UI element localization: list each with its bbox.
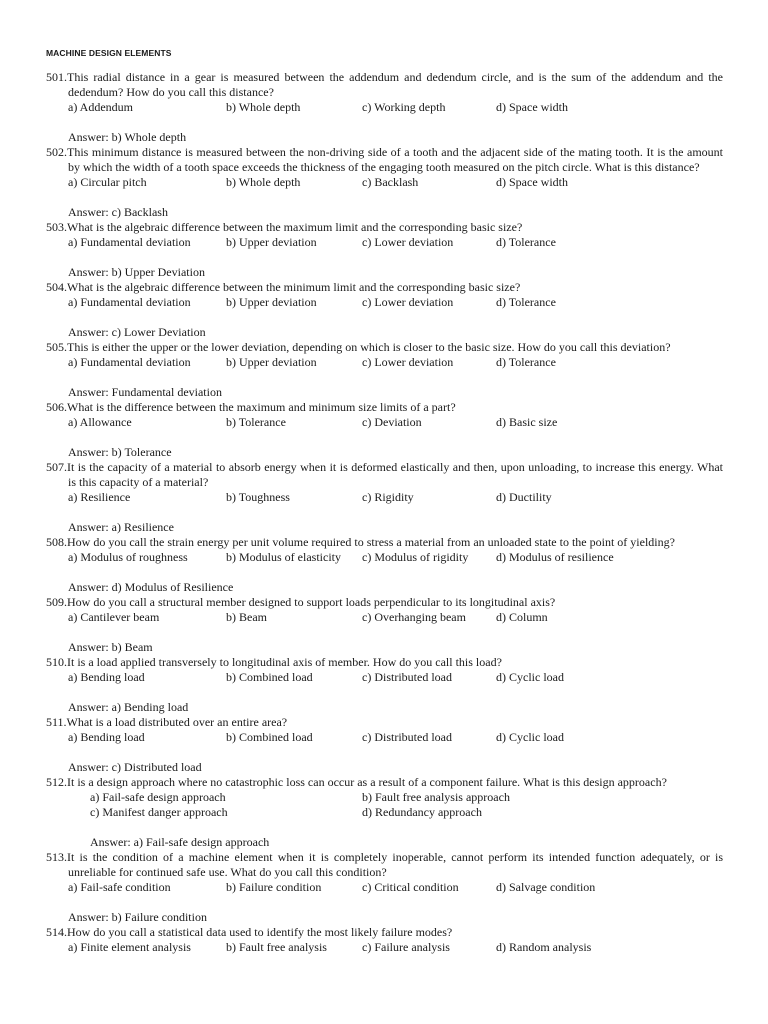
option-b: b) Toughness bbox=[226, 490, 290, 504]
options-row bbox=[46, 100, 723, 115]
option-c: c) Lower deviation bbox=[362, 295, 454, 309]
question-stem: 508.How do you call the strain energy per unit volume required to stress a material from an unloaded state to the point of yielding? bbox=[46, 535, 675, 549]
option-a: a) Modulus of roughness bbox=[68, 550, 188, 564]
question-stem: 501.This radial distance in a gear is measured between the addendum and dedendum circle, and is the sum of the addendum and the dedendum? How do you call this distance? bbox=[46, 70, 723, 99]
options-row bbox=[46, 490, 723, 505]
options-row bbox=[46, 550, 723, 565]
option-b: b) Upper deviation bbox=[226, 295, 317, 309]
question-stem: 514.How do you call a statistical data used to identify the most likely failure modes? bbox=[46, 925, 453, 939]
options-grid bbox=[46, 790, 723, 820]
option-c: c) Working depth bbox=[362, 100, 446, 114]
answer-503: Answer: b) Upper Deviation bbox=[68, 265, 205, 279]
option-d: d) Redundancy approach bbox=[362, 805, 482, 819]
question-stem: 505.This is either the upper or the lower deviation, depending on which is closer to the basic size. How do you call this deviation? bbox=[46, 340, 671, 354]
option-d: d) Modulus of resilience bbox=[496, 550, 614, 564]
option-b: b) Whole depth bbox=[226, 100, 301, 114]
options-row bbox=[46, 235, 723, 250]
question-511 bbox=[46, 715, 723, 745]
option-d: d) Salvage condition bbox=[496, 880, 596, 894]
option-c: c) Distributed load bbox=[362, 730, 452, 744]
answer-507: Answer: a) Resilience bbox=[68, 520, 174, 534]
question-514 bbox=[46, 925, 723, 955]
option-d: d) Cyclic load bbox=[496, 730, 564, 744]
question-502 bbox=[46, 145, 723, 190]
option-a: a) Fundamental deviation bbox=[68, 355, 191, 369]
answer-511: Answer: c) Distributed load bbox=[68, 760, 202, 774]
option-d: d) Cyclic load bbox=[496, 670, 564, 684]
answer-508: Answer: d) Modulus of Resilience bbox=[68, 580, 234, 594]
question-list bbox=[46, 70, 723, 970]
options-row bbox=[46, 880, 723, 895]
question-512 bbox=[46, 775, 723, 820]
option-a: a) Fail-safe condition bbox=[68, 880, 171, 894]
question-stem: 509.How do you call a structural member designed to support loads perpendicular to its longitudinal axis? bbox=[46, 595, 556, 609]
answer-502: Answer: c) Backlash bbox=[68, 205, 168, 219]
option-b: b) Beam bbox=[226, 610, 267, 624]
answer-501: Answer: b) Whole depth bbox=[68, 130, 187, 144]
option-b: b) Fault free analysis bbox=[226, 940, 327, 954]
option-d: d) Ductility bbox=[496, 490, 552, 504]
option-d: d) Tolerance bbox=[496, 295, 556, 309]
options-row bbox=[46, 610, 723, 625]
option-c: c) Deviation bbox=[362, 415, 422, 429]
options-row bbox=[46, 670, 723, 685]
question-stem: 512.It is a design approach where no catastrophic loss can occur as a result of a component failure. What is this design approach? bbox=[46, 775, 667, 789]
options-row bbox=[46, 730, 723, 745]
option-b: b) Upper deviation bbox=[226, 355, 317, 369]
question-508 bbox=[46, 535, 723, 565]
option-c: c) Distributed load bbox=[362, 670, 452, 684]
options-row bbox=[46, 295, 723, 310]
answer-512: Answer: a) Fail-safe design approach bbox=[90, 835, 270, 849]
question-510 bbox=[46, 655, 723, 685]
option-a: a) Bending load bbox=[68, 730, 145, 744]
question-505 bbox=[46, 340, 723, 370]
option-b: b) Combined load bbox=[226, 670, 313, 684]
answer-510: Answer: a) Bending load bbox=[68, 700, 189, 714]
option-b: b) Tolerance bbox=[226, 415, 286, 429]
answer-506: Answer: b) Tolerance bbox=[68, 445, 172, 459]
option-c: c) Lower deviation bbox=[362, 235, 454, 249]
question-stem: 504.What is the algebraic difference between the minimum limit and the corresponding basic size? bbox=[46, 280, 521, 294]
option-c: c) Critical condition bbox=[362, 880, 459, 894]
answer-509: Answer: b) Beam bbox=[68, 640, 153, 654]
options-row bbox=[46, 355, 723, 370]
question-stem: 503.What is the algebraic difference between the maximum limit and the corresponding basic size? bbox=[46, 220, 523, 234]
options-row bbox=[46, 415, 723, 430]
option-c: c) Overhanging beam bbox=[362, 610, 466, 624]
question-513 bbox=[46, 850, 723, 895]
option-c: c) Manifest danger approach bbox=[90, 805, 228, 819]
question-509 bbox=[46, 595, 723, 625]
option-c: c) Rigidity bbox=[362, 490, 414, 504]
option-a: a) Addendum bbox=[68, 100, 133, 114]
option-b: b) Modulus of elasticity bbox=[226, 550, 341, 564]
option-b: b) Upper deviation bbox=[226, 235, 317, 249]
option-d: d) Space width bbox=[496, 175, 568, 189]
option-a: a) Resilience bbox=[68, 490, 131, 504]
question-stem: 511.What is a load distributed over an entire area? bbox=[46, 715, 288, 729]
option-d: d) Basic size bbox=[496, 415, 558, 429]
option-a: a) Bending load bbox=[68, 670, 145, 684]
option-d: d) Space width bbox=[496, 100, 568, 114]
option-a: a) Allowance bbox=[68, 415, 132, 429]
question-stem: 507.It is the capacity of a material to absorb energy when it is deformed elastically and then, upon unloading, to increase this energy. What is this capacity of a material? bbox=[46, 460, 723, 489]
option-d: d) Tolerance bbox=[496, 355, 556, 369]
question-stem: 502.This minimum distance is measured between the non-driving side of a tooth and the adjacent side of the mating tooth. It is the amount by which the width of a tooth space exceeds the thickness of the engaging tooth measured on the pitch circle. What is this distance? bbox=[46, 145, 723, 174]
option-a: a) Finite element analysis bbox=[68, 940, 191, 954]
option-b: b) Failure condition bbox=[226, 880, 322, 894]
question-507 bbox=[46, 460, 723, 505]
question-stem: 513.It is the condition of a machine element when it is completely inoperable, cannot perform its intended function adequately, or is unreliable for continued safe use. What do you call this condition? bbox=[46, 850, 723, 879]
question-504 bbox=[46, 280, 723, 310]
answer-504: Answer: c) Lower Deviation bbox=[68, 325, 206, 339]
option-d: d) Column bbox=[496, 610, 548, 624]
option-a: a) Fundamental deviation bbox=[68, 295, 191, 309]
option-d: d) Tolerance bbox=[496, 235, 556, 249]
option-d: d) Random analysis bbox=[496, 940, 592, 954]
document-header: MACHINE DESIGN ELEMENTS bbox=[46, 48, 172, 58]
options-row bbox=[46, 940, 723, 955]
option-b: b) Combined load bbox=[226, 730, 313, 744]
question-stem: 506.What is the difference between the maximum and minimum size limits of a part? bbox=[46, 400, 456, 414]
answer-513: Answer: b) Failure condition bbox=[68, 910, 207, 924]
option-a: a) Fundamental deviation bbox=[68, 235, 191, 249]
options-row bbox=[46, 175, 723, 190]
option-a: a) Cantilever beam bbox=[68, 610, 160, 624]
option-c: c) Failure analysis bbox=[362, 940, 450, 954]
option-c: c) Backlash bbox=[362, 175, 419, 189]
option-b: b) Fault free analysis approach bbox=[362, 790, 510, 804]
question-503 bbox=[46, 220, 723, 250]
answer-505: Answer: Fundamental deviation bbox=[68, 385, 222, 399]
option-a: a) Circular pitch bbox=[68, 175, 147, 189]
option-c: c) Modulus of rigidity bbox=[362, 550, 469, 564]
question-stem: 510.It is a load applied transversely to longitudinal axis of member. How do you call this load? bbox=[46, 655, 502, 669]
option-c: c) Lower deviation bbox=[362, 355, 454, 369]
question-506 bbox=[46, 400, 723, 430]
option-b: b) Whole depth bbox=[226, 175, 301, 189]
option-a: a) Fail-safe design approach bbox=[90, 790, 226, 804]
question-501 bbox=[46, 70, 723, 115]
